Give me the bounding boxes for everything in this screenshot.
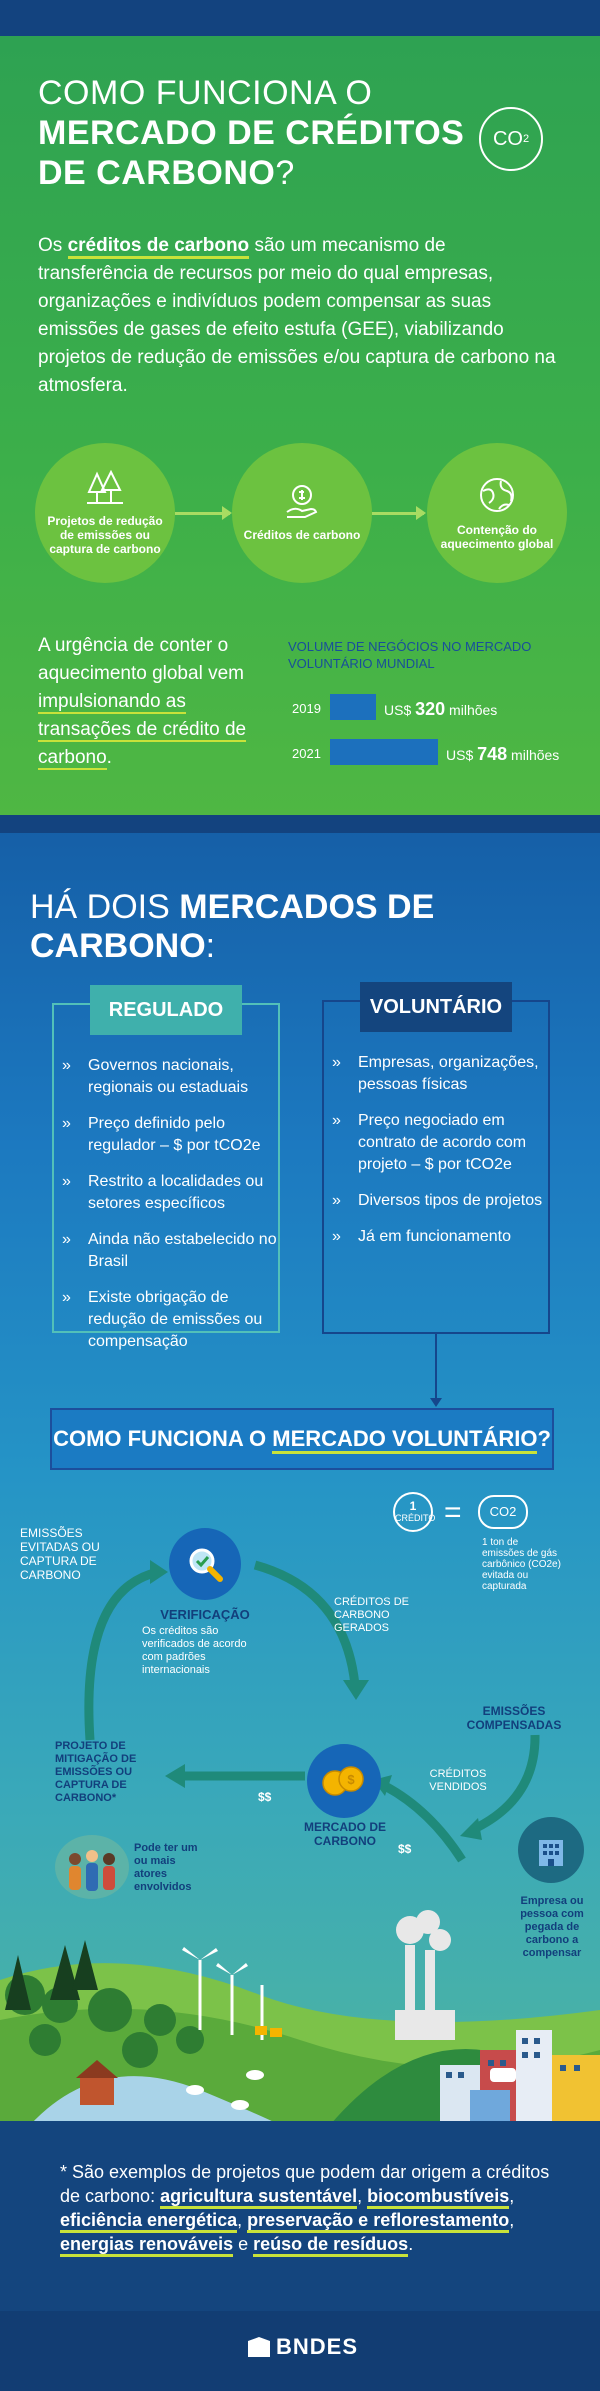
coins-icon	[307, 1744, 381, 1818]
volume-year-2021: 2021	[292, 746, 321, 761]
flow-step-projects: Projetos de redução de emissões ou captura de carbono	[35, 443, 175, 583]
markets-heading: HÁ DOIS MERCADOS DE CARBONO:	[30, 888, 435, 965]
verification-text: Os créditos são verificados de acordo com padrões internacionais	[142, 1625, 247, 1676]
equals-sign: =	[444, 1496, 462, 1529]
regulated-box	[52, 999, 280, 1350]
bndes-logo-icon	[248, 2337, 270, 2357]
credits-sold-label: CRÉDITOS VENDIDOS	[429, 1768, 487, 1793]
co2-icon: CO 2	[479, 107, 543, 171]
co2-cloud-icon: CO2	[478, 1495, 528, 1529]
market-label: MERCADO DE CARBONO	[303, 1820, 386, 1848]
actors-label: Pode ter um ou mais atores envolvidos	[134, 1842, 198, 1893]
verification-title: VERIFICAÇÃO	[160, 1607, 250, 1622]
title-line-1: COMO FUNCIONA O	[38, 74, 373, 112]
footnote-text: * São exemplos de projetos que podem dar origem a créditos de carbono: agricultura sustentável, biocombustíveis, eficiência energética, preservação e reflorestamento, energias renováveis e reúso de resíduos.	[60, 2160, 550, 2256]
title-line-2: MERCADO DE CRÉDITOS	[38, 114, 465, 152]
volume-bar-2021	[330, 739, 438, 765]
regulated-item: » Governos nacionais, regionais ou estaduais	[54, 1055, 278, 1099]
regulated-item: » Restrito a localidades ou setores específicos	[54, 1171, 278, 1215]
voluntary-heading: COMO FUNCIONA O MERCADO VOLUNTÁRIO?	[50, 1408, 554, 1470]
project-label: PROJETO DE MITIGAÇÃO DE EMISSÕES OU CAPTURA DE CARBONO*	[55, 1740, 137, 1804]
trees-icon	[85, 470, 125, 506]
connector-arrowhead	[430, 1398, 442, 1407]
voluntary-item: » Diversos tipos de projetos	[324, 1190, 548, 1212]
regulated-title: REGULADO	[90, 985, 242, 1035]
ton-note: 1 ton de emissões de gás carbônico (CO2e) evitada ou capturada	[482, 1537, 561, 1592]
coin-hand-icon	[285, 484, 319, 520]
landscape-illustration	[0, 1900, 600, 2125]
money-label-1: $$	[258, 1790, 272, 1804]
voluntary-item: » Empresas, organizações, pessoas físicas	[324, 1052, 548, 1096]
regulated-item: » Ainda não estabelecido no Brasil	[54, 1229, 278, 1273]
section-divider	[0, 815, 600, 833]
company-label: Empresa ou pessoa com pegada de carbono a compensar	[520, 1895, 584, 1959]
flow-step-credits: Créditos de carbono	[232, 443, 372, 583]
flow-step-global: Contenção do aquecimento global	[427, 443, 567, 583]
voluntary-item: » Já em funcionamento	[324, 1226, 548, 1248]
intro-highlight: créditos de carbono	[68, 235, 250, 259]
globe-icon	[477, 475, 517, 515]
intro-text: Os créditos de carbono são um mecanismo de transferência de recursos por meio do qual empresas, organizações e indivíduos podem compensar as suas emissões de gases de efeito estufa (GEE), viabilizando projetos de redução de emissões e/ou captura de carbono na atmosfera.	[38, 235, 556, 396]
magnifier-icon	[169, 1528, 241, 1600]
voluntary-item: » Preço negociado em contrato de acordo com projeto – $ por tCO2e	[324, 1110, 548, 1176]
regulated-item: » Existe obrigação de redução de emissões ou compensação	[54, 1287, 278, 1353]
svg-text:$: $	[347, 1772, 355, 1787]
money-label-2: $$	[398, 1842, 412, 1856]
volume-bar-2019	[330, 694, 376, 720]
emissions-compensated-label: EMISSÕES COMPENSADAS	[466, 1704, 562, 1732]
building-icon	[518, 1817, 584, 1883]
voluntary-box	[322, 996, 550, 1334]
voluntary-title: VOLUNTÁRIO	[360, 982, 512, 1032]
urgency-underline: impulsionando as transações de crédito de carbono	[38, 691, 247, 768]
credit-badge: 1 CRÉDITO	[393, 1492, 433, 1532]
credits-generated-label: CRÉDITOS DE CARBONO GERADOS	[334, 1596, 409, 1634]
connector-line	[435, 1334, 437, 1404]
volume-value-2019: US$ 320 milhões	[384, 699, 498, 719]
people-icon	[55, 1835, 129, 1899]
bndes-logo[interactable]: BNDES	[248, 2334, 358, 2360]
volume-value-2021: US$ 748 milhões	[446, 744, 560, 764]
flow-arrowhead-2	[416, 506, 426, 520]
title-line-3: DE CARBONO?	[38, 154, 295, 192]
flow-arrowhead-1	[222, 506, 232, 520]
volume-heading: VOLUME DE NEGÓCIOS NO MERCADO VOLUNTÁRIO MUNDIAL	[288, 639, 532, 671]
top-bar	[0, 0, 600, 36]
regulated-item: » Preço definido pelo regulador – $ por tCO2e	[54, 1113, 278, 1157]
emissions-avoided-label: EMISSÕES EVITADAS OU CAPTURA DE CARBONO	[20, 1526, 100, 1582]
urgency-text: A urgência de conter o aquecimento global vem impulsionando as transações de crédito de carbono.	[38, 635, 247, 768]
regulated-list	[54, 1055, 278, 1353]
volume-year-2019: 2019	[292, 701, 321, 716]
voluntary-list	[324, 1052, 548, 1248]
